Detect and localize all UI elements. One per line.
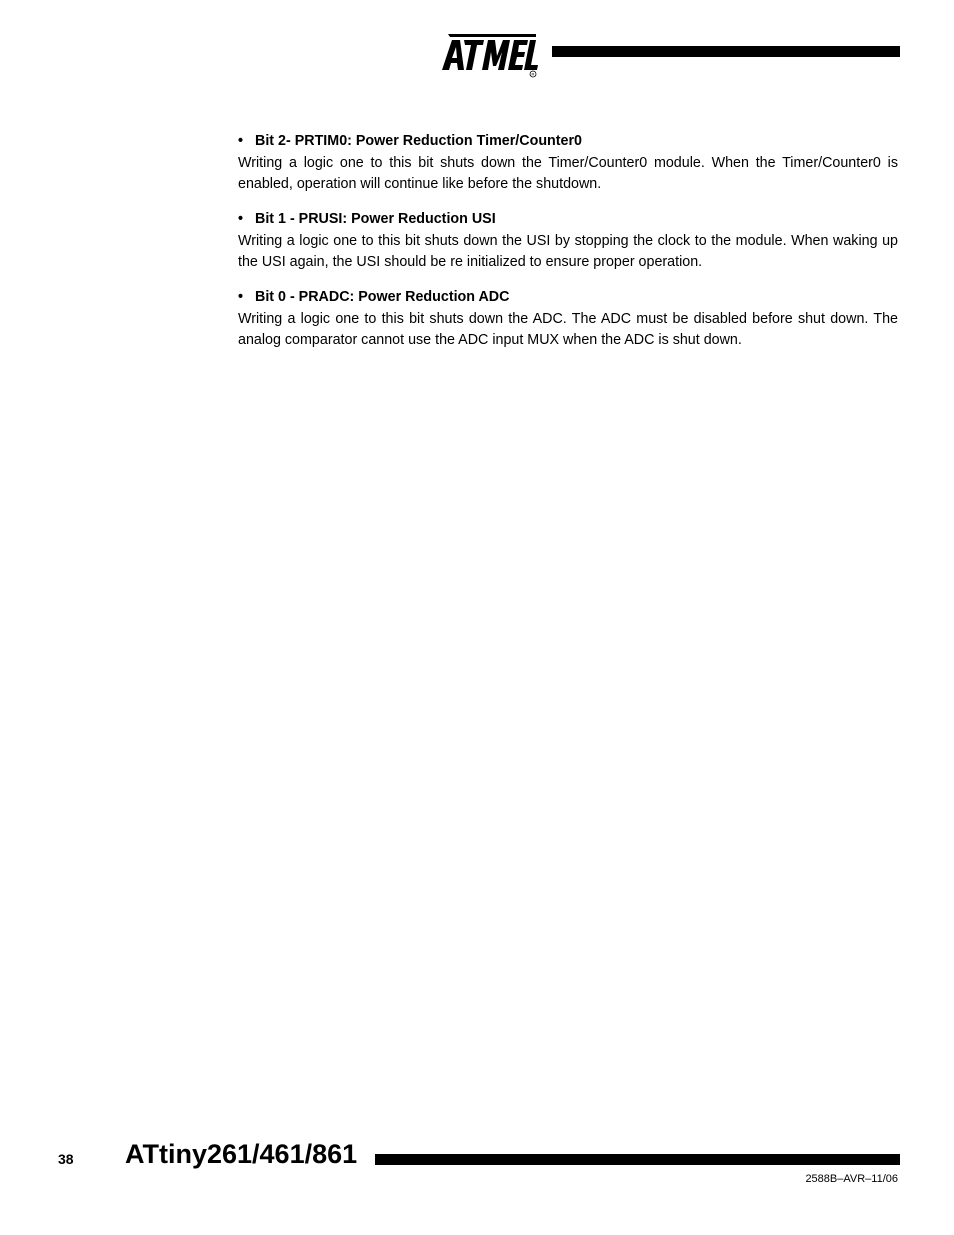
bullet: •	[238, 289, 244, 305]
heading-text: Bit 0 - PRADC: Power Reduction ADC	[255, 289, 510, 305]
svg-text:R: R	[531, 71, 535, 77]
paragraph	[238, 231, 898, 272]
section-pradc	[238, 288, 898, 350]
paragraph-line: is enabled, operation will continue like before the shutdown.	[238, 155, 898, 192]
footer-rule	[375, 1154, 900, 1165]
paragraph	[238, 153, 898, 194]
paragraph-line: The analog comparator cannot use the ADC input MUX when the ADC is shut down.	[238, 311, 899, 348]
section-heading	[238, 132, 898, 151]
atmel-logo-icon	[440, 28, 540, 78]
page-content	[238, 132, 898, 366]
paragraph-line: waking up the USI again, the USI should be re initialized to ensure proper operation.	[238, 233, 898, 270]
heading-text: Bit 1 - PRUSI: Power Reduction USI	[255, 211, 496, 227]
section-heading	[238, 288, 898, 307]
paragraph-line: Writing a logic one to this bit shuts down the USI by stopping the clock to the module. When	[238, 233, 829, 249]
paragraph	[238, 309, 898, 350]
header-rule	[552, 46, 900, 57]
section-heading	[238, 210, 898, 229]
document-number: 2588B–AVR–11/06	[805, 1173, 898, 1185]
heading-text: Bit 2- PRTIM0: Power Reduction Timer/Counter0	[255, 133, 583, 149]
paragraph-line: Writing a logic one to this bit shuts down the ADC. The ADC must be disabled before shut down.	[238, 311, 869, 327]
bullet: •	[238, 133, 244, 149]
page-number: 38	[58, 1151, 74, 1167]
document-title: ATtiny261/461/861	[125, 1139, 358, 1169]
section-prtim0	[238, 132, 898, 194]
section-prusi	[238, 210, 898, 272]
paragraph-line: Writing a logic one to this bit shuts down the Timer/Counter0 module. When the Timer/Counter0	[238, 155, 881, 171]
bullet: •	[238, 211, 244, 227]
